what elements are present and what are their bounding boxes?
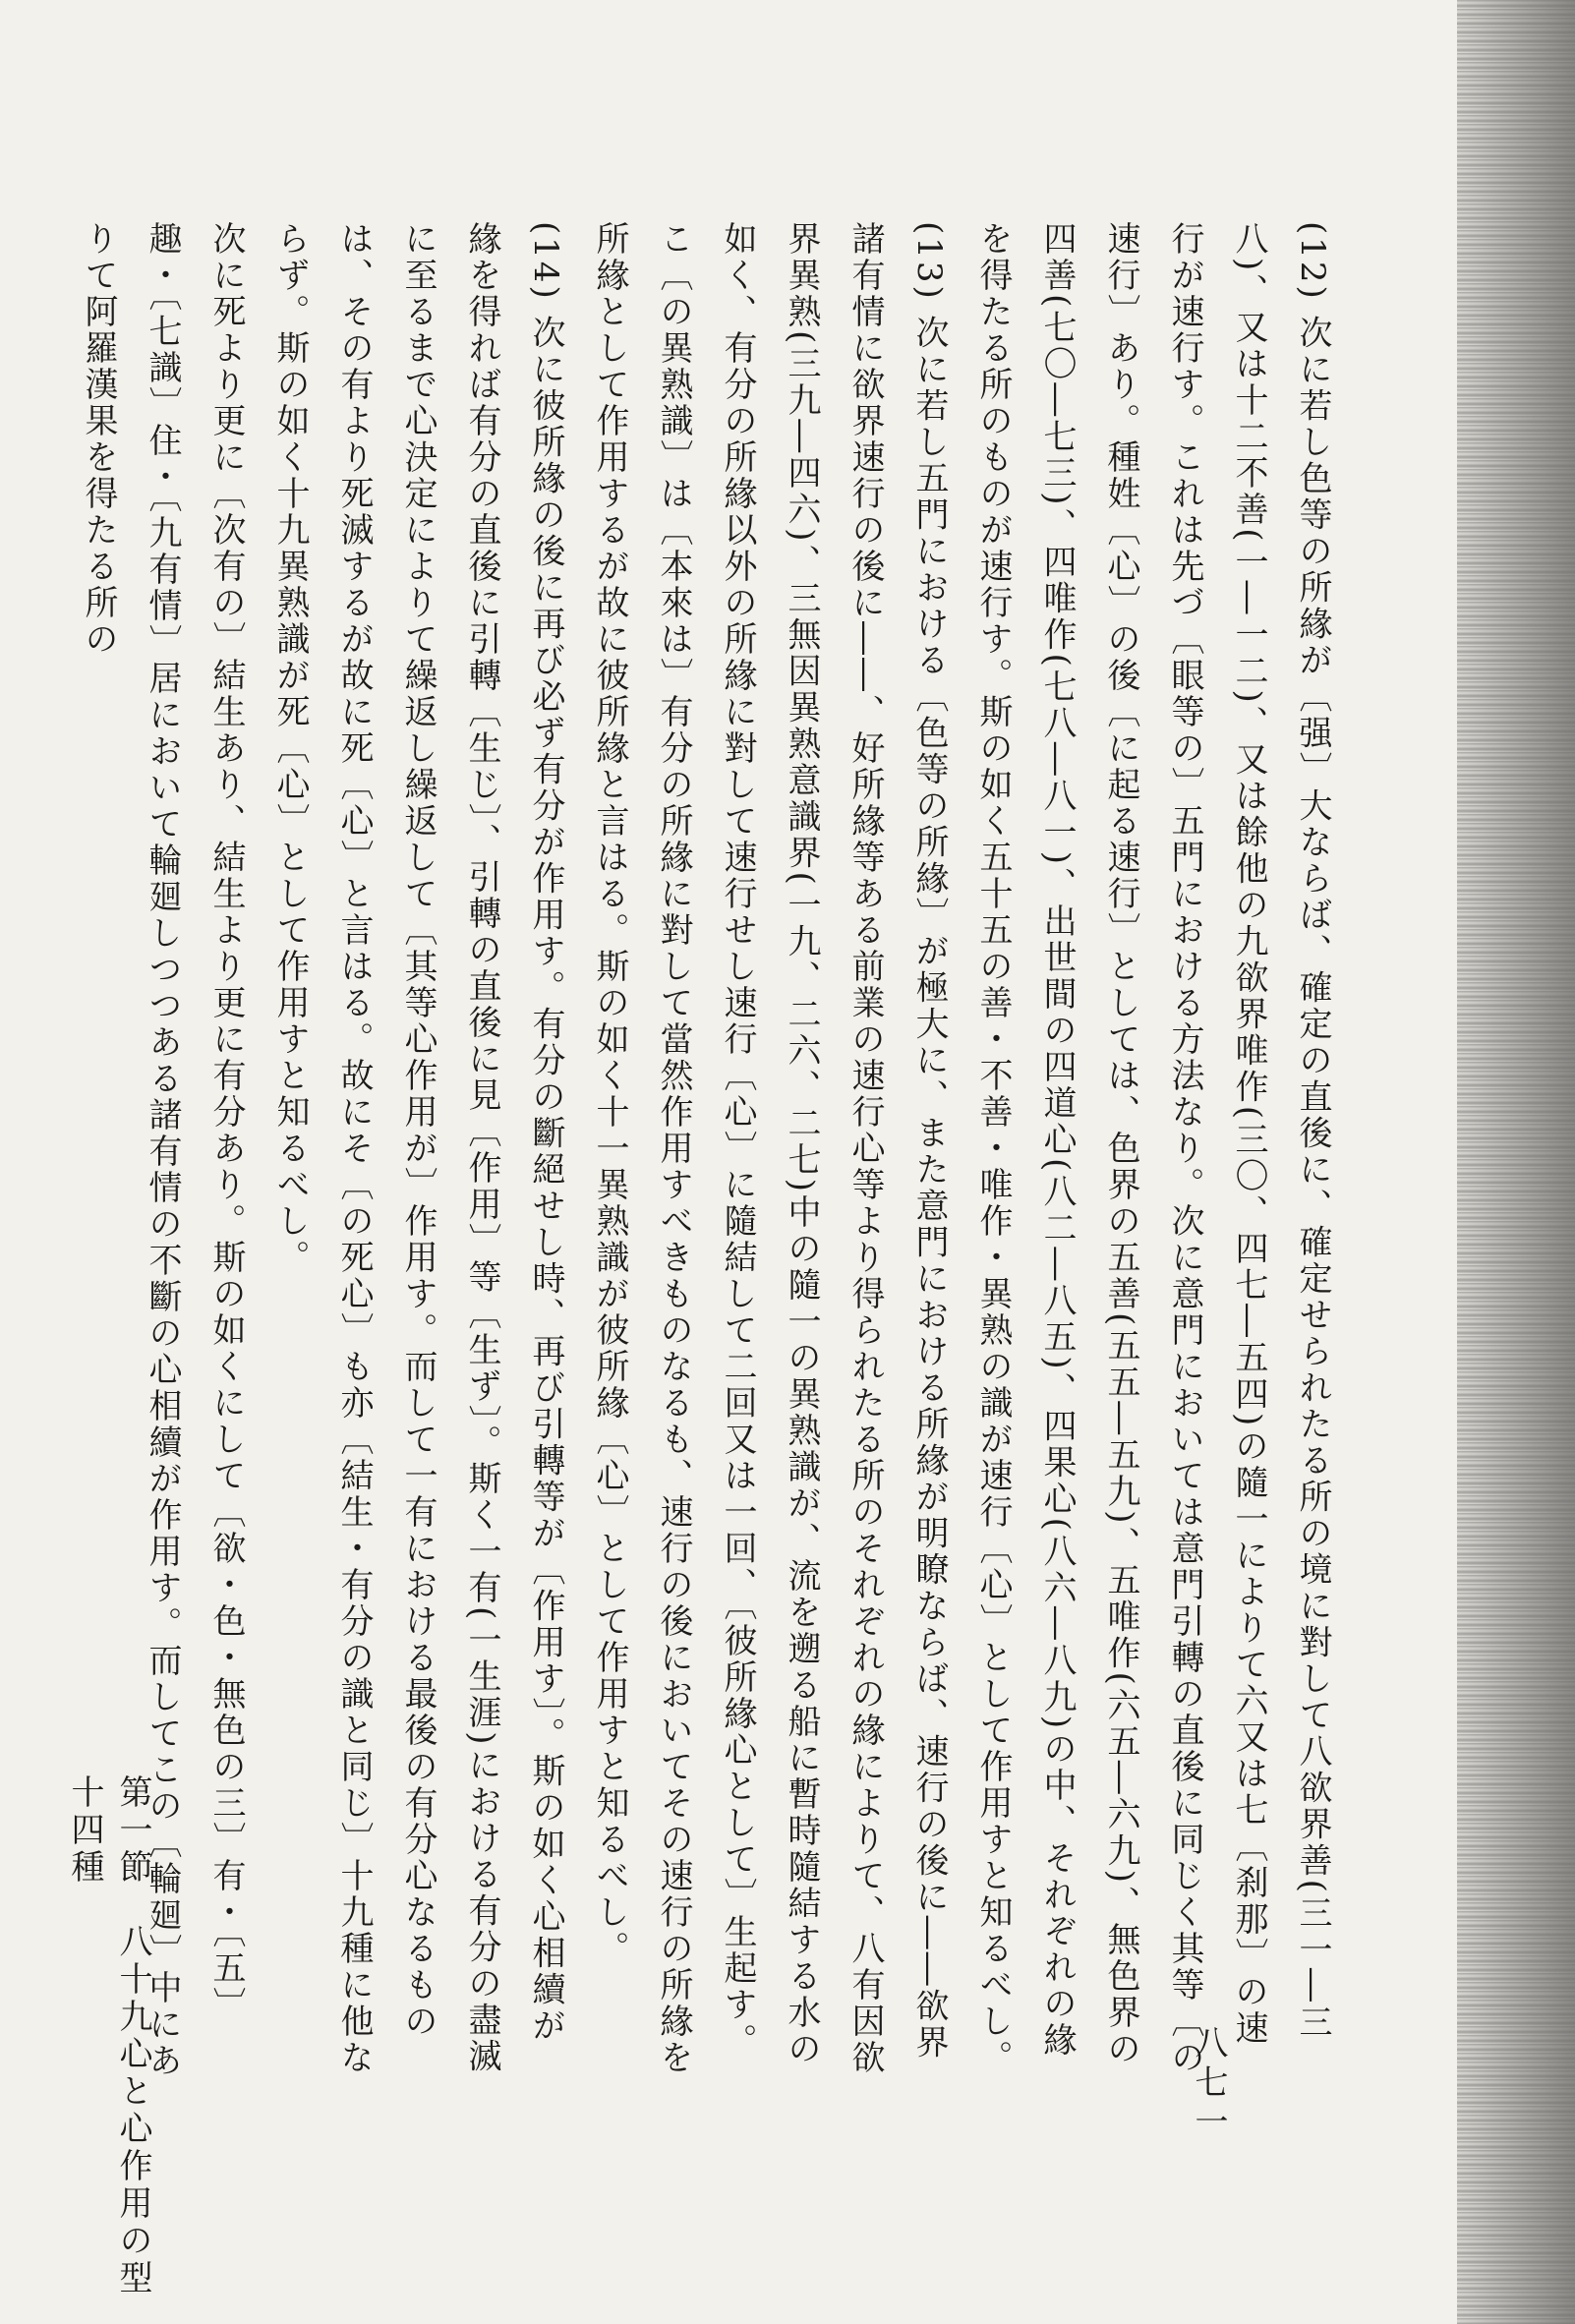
paragraph-15: 次に死より更に〔次有の〕結生あり、結生より更に有分あり。斯の如くにして〔欲・色・無色の三〕有・〔五〕趣・〔七識〕住・〔九有情〕居において輪廻しつつある諸有情の不斷の心相續が作用す。而してこの〔輪廻〕中にありて阿羅漢果を得たる所の [79, 221, 246, 2079]
paragraph-14: (14) 次に彼所緣の後に再び必ず有分が作用す。有分の斷絕せし時、再び引轉等が〔作用す〕。斯の如く心相續が緣を得れば有分の直後に引轉〔生じ〕、引轉の直後に見〔作用〕等〔生ず〕。斯く一有(一生涯)における有分の盡滅に至るまで心決定によりて繰返し繰返して〔其等心作用が〕作用す。而して一有における最後の有分心なるものは、その有より死滅するが故に死〔心〕と言はる。故にそ〔の死心〕も亦〔結生・有分の識と同じ〕十九種に他ならず。斯の如く十九異熟識が死〔心〕として作用すと知るべし。 [270, 221, 565, 2076]
page-body [66, 221, 1344, 2079]
section-title: 第一節 八十九心と心作用の型十四種 [65, 1774, 152, 2297]
page-number: 八七一 [1189, 2025, 1228, 2143]
paragraph-13: (13) 次に若し五門における〔色等の所緣〕が極大に、また意門における所緣が明瞭ならば、速行の後に――欲界諸有情に欲界速行の後に――、好所緣等ある前業の速行心等より得られたる所のそれぞれの緣によりて、八有因欲界異熟(三九―四六)、三無因異熟意識界(一九、二六、二七)中の隨一の異熟識が、流を遡る船に暫時隨結する水の如く、有分の所緣以外の所緣に對して速行せし速行〔心〕に隨結して二回又は一回、〔彼所緣心として〕生起す。こ〔の異熟識〕は〔本來は〕有分の所緣に對して當然作用すべきものなるも、速行の後においてその速行の所緣を所緣として作用するが故に彼所緣と言はる。斯の如く十一異熟識が彼所緣〔心〕として作用すと知るべし。 [590, 221, 949, 2076]
paragraph-12: (12) 次に若し色等の所緣が〔强〕大ならば、確定の直後に、確定せられたる所の境に對して八欲界善(三一―三八)、又は十二不善(一―一二)、又は餘他の九欲界唯作(三〇、四七―五四)の隨一によりて六又は七〔刹那〕の速行が速行す。これは先づ〔眼等の〕五門における方法なり。次に意門においては意門引轉の直後に同じく其等〔の速行〕あり。種姓〔心〕の後〔に起る速行〕としては、色界の五善(五五―五九)、五唯作(六五―六九)、無色界の四善(七〇―七三)、四唯作(七八―八一)、出世間の四道心(八二―八五)、四果心(八六―八九)の中、それぞれの緣を得たる所のものが速行す。斯の如く五十五の善・不善・唯作・異熟の識が速行〔心〕として作用すと知るべし。 [973, 221, 1332, 2076]
scan-edge-shadow [1457, 0, 1575, 2324]
